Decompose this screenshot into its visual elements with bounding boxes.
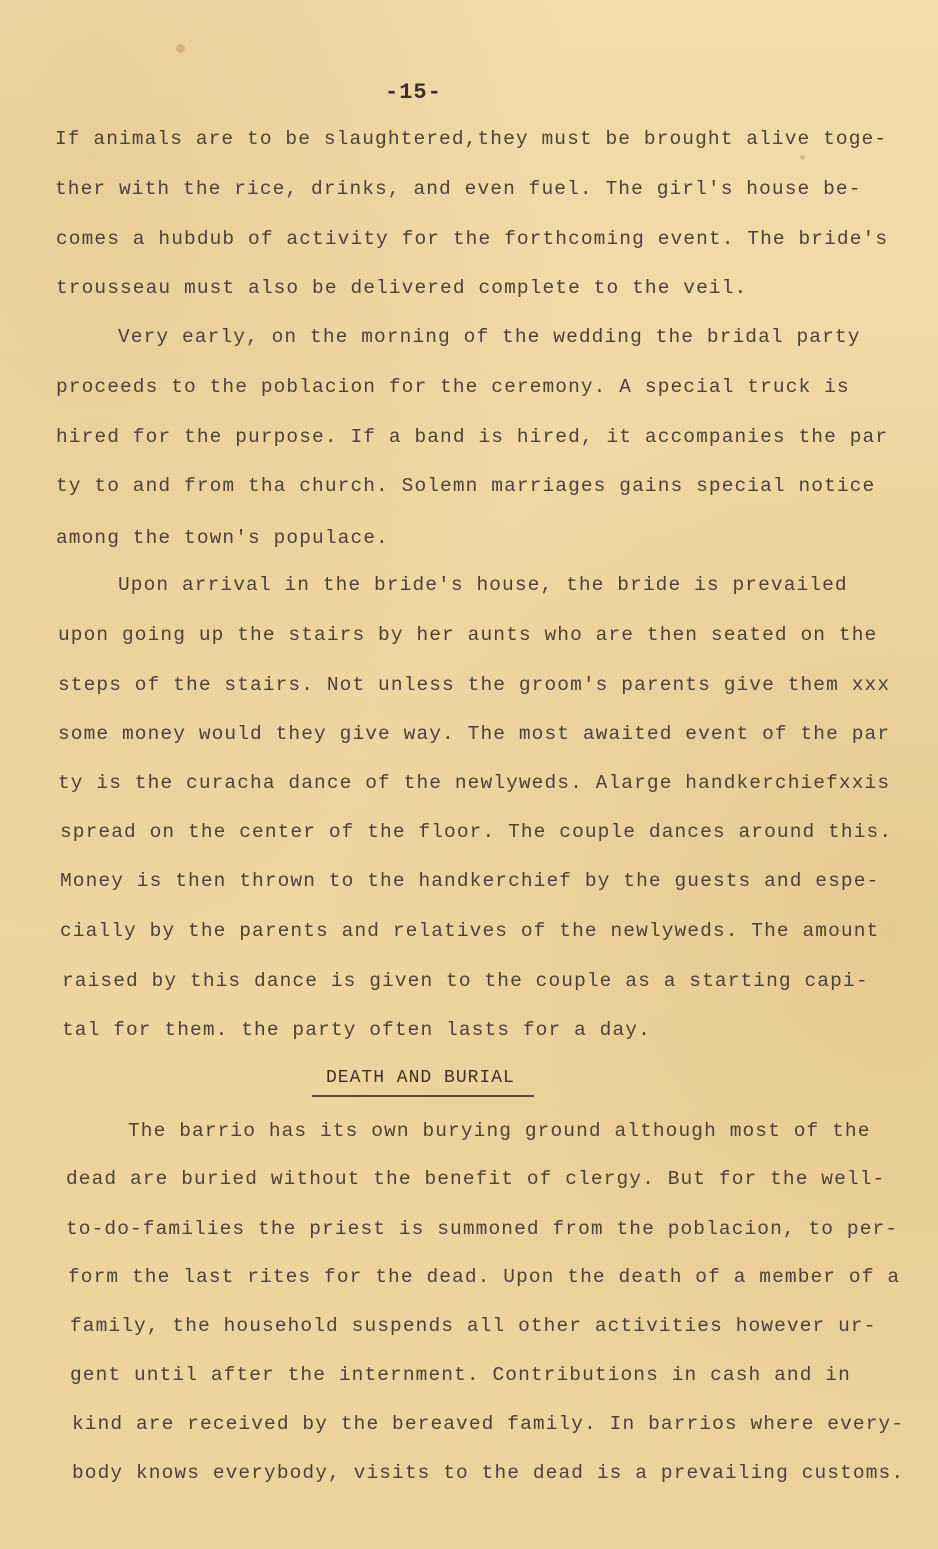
text-line: upon going up the stairs by her aunts who are then seated on the (58, 624, 878, 646)
text-line: steps of the stairs. Not unless the groom's parents give them xxx (58, 674, 891, 696)
paper-stain (800, 155, 805, 160)
heading-underline (312, 1095, 534, 1097)
text-line: body knows everybody, visits to the dead is a prevailing customs. (72, 1462, 905, 1484)
paper-stain (176, 44, 185, 53)
section-heading: DEATH AND BURIAL (326, 1068, 515, 1088)
text-line: ty to and from tha church. Solemn marriages gains special notice (56, 475, 876, 497)
text-line: gent until after the internment. Contributions in cash and in (70, 1364, 851, 1386)
text-line: to-do-families the priest is summoned from the poblacion, to per- (66, 1218, 899, 1240)
text-line: cially by the parents and relatives of the newlyweds. The amount (60, 920, 880, 942)
text-line: The barrio has its own burying ground although most of the (128, 1120, 871, 1142)
text-line: raised by this dance is given to the couple as a starting capi- (62, 970, 869, 992)
text-line: kind are received by the bereaved family. In barrios where every- (72, 1413, 905, 1435)
text-line: ty is the curacha dance of the newlyweds. Alarge handkerchiefxxis (58, 772, 891, 794)
text-line: proceeds to the poblacion for the ceremony. A special truck is (56, 376, 850, 398)
text-line: some money would they give way. The most awaited event of the par (58, 723, 891, 745)
text-line: Money is then thrown to the handkerchief by the guests and espe- (60, 870, 880, 892)
text-line: dead are buried without the benefit of clergy. But for the well- (66, 1168, 886, 1190)
text-line: If animals are to be slaughtered,they must be brought alive toge- (55, 128, 888, 150)
text-line: spread on the center of the floor. The couple dances around this. (60, 821, 893, 843)
text-line: Upon arrival in the bride's house, the bride is prevailed (118, 574, 848, 596)
text-line: tal for them. the party often lasts for a day. (62, 1019, 651, 1041)
text-line: among the town's populace. (56, 527, 389, 549)
text-line: family, the household suspends all other activities however ur- (70, 1315, 877, 1337)
text-line: ther with the rice, drinks, and even fuel. The girl's house be- (55, 178, 862, 200)
text-line: comes a hubdub of activity for the forthcoming event. The bride's (56, 228, 889, 250)
page-number: -15- (385, 80, 442, 105)
text-line: form the last rites for the dead. Upon the death of a member of a (68, 1266, 901, 1288)
text-line: trousseau must also be delivered complete to the veil. (56, 277, 748, 299)
text-line: hired for the purpose. If a band is hired, it accompanies the par (56, 426, 889, 448)
text-line: Very early, on the morning of the wedding the bridal party (118, 326, 861, 348)
